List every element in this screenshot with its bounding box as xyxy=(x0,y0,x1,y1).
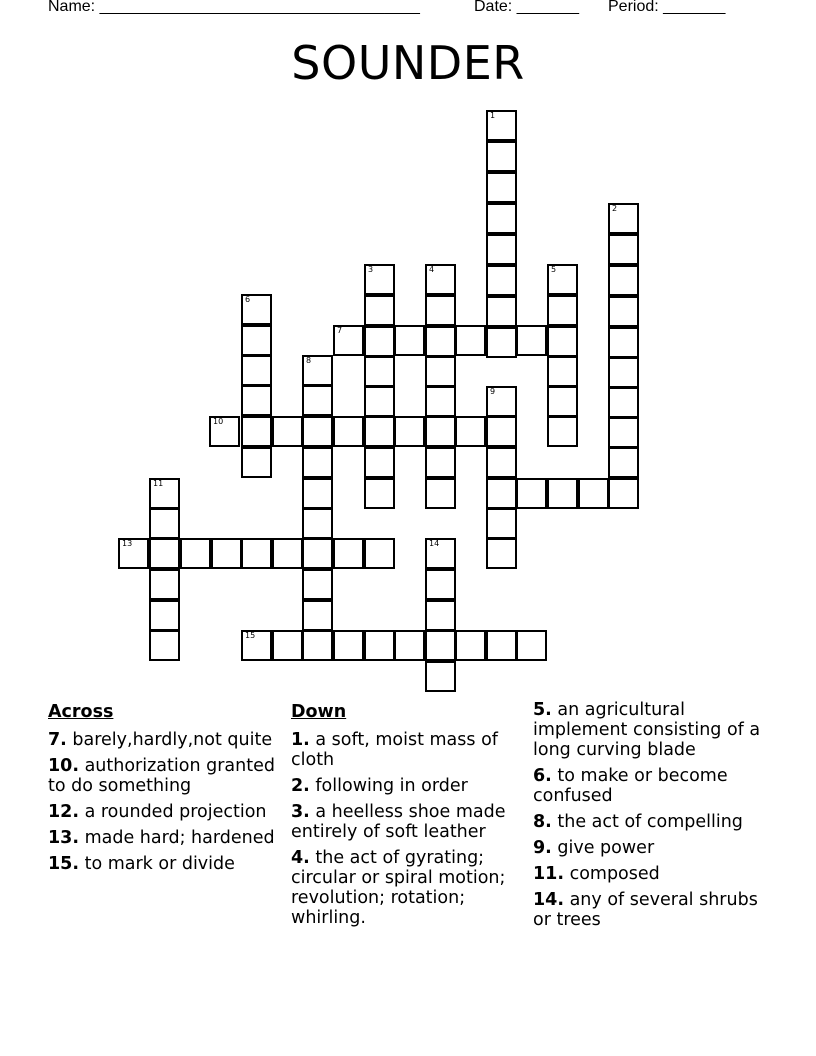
clue-number: 5 xyxy=(551,265,557,274)
grid-cell[interactable] xyxy=(425,416,456,447)
clue-text: to make or become confused xyxy=(533,766,728,806)
clue-number: 6. xyxy=(533,766,552,786)
grid-cell[interactable] xyxy=(272,416,303,447)
grid-cell[interactable] xyxy=(425,478,456,509)
grid-cell[interactable] xyxy=(211,538,242,569)
clue-item xyxy=(48,802,288,822)
grid-cell[interactable] xyxy=(486,508,517,539)
grid-cell[interactable] xyxy=(486,296,517,327)
clue-number: 13 xyxy=(122,539,133,548)
clue-number: 11 xyxy=(153,479,164,488)
grid-cell[interactable] xyxy=(364,386,395,417)
grid-cell[interactable] xyxy=(425,264,456,295)
grid-cell[interactable] xyxy=(547,326,578,357)
grid-cell[interactable] xyxy=(547,295,578,326)
grid-cell[interactable] xyxy=(608,478,639,509)
grid-cell[interactable] xyxy=(333,416,364,447)
clue-text: barely,hardly,not quite xyxy=(66,730,273,750)
grid-cell[interactable] xyxy=(302,355,333,386)
grid-cell[interactable] xyxy=(364,416,395,447)
clue-text: to mark or divide xyxy=(79,854,235,874)
grid-cell[interactable] xyxy=(364,326,395,357)
grid-cell[interactable] xyxy=(547,386,578,417)
clue-number: 11. xyxy=(533,864,565,884)
clue-number: 7. xyxy=(48,730,67,750)
grid-cell[interactable] xyxy=(241,355,272,386)
across-clue-list xyxy=(48,730,288,874)
clue-text: authorization granted to do something xyxy=(48,756,275,796)
clue-item xyxy=(533,812,773,832)
grid-cell[interactable] xyxy=(302,478,333,509)
grid-cell[interactable] xyxy=(516,325,547,356)
grid-cell[interactable] xyxy=(302,508,333,539)
grid-cell[interactable] xyxy=(364,264,395,295)
clue-text: made hard; hardened xyxy=(79,828,275,848)
clue-item xyxy=(533,838,773,858)
grid-cell[interactable] xyxy=(486,630,517,661)
grid-cell[interactable] xyxy=(364,447,395,478)
down-clues-continued xyxy=(533,700,773,936)
clue-text: a soft, moist mass of cloth xyxy=(291,730,498,770)
grid-cell[interactable] xyxy=(241,447,272,478)
clue-text: give power xyxy=(551,838,655,858)
clue-number: 12. xyxy=(48,802,80,822)
grid-cell[interactable] xyxy=(302,385,333,416)
grid-cell[interactable] xyxy=(241,538,272,569)
grid-cell[interactable] xyxy=(149,478,180,509)
clue-number: 5. xyxy=(533,700,552,720)
clue-item xyxy=(291,802,531,842)
clue-text: any of several shrubs or trees xyxy=(533,890,758,930)
grid-cell[interactable] xyxy=(455,325,486,356)
grid-cell[interactable] xyxy=(149,569,180,600)
grid-cell[interactable] xyxy=(425,600,456,631)
grid-cell[interactable] xyxy=(241,385,272,416)
clue-number: 2. xyxy=(291,776,310,796)
grid-cell[interactable] xyxy=(486,538,517,569)
grid-cell[interactable] xyxy=(333,325,364,356)
clue-number: 13. xyxy=(48,828,80,848)
clue-item xyxy=(533,890,773,930)
grid-cell[interactable] xyxy=(516,478,547,509)
clue-number: 15 xyxy=(245,631,256,640)
grid-cell[interactable] xyxy=(608,327,639,358)
grid-cell[interactable] xyxy=(333,630,364,661)
grid-cell[interactable] xyxy=(302,416,333,447)
grid-cell[interactable] xyxy=(425,326,456,357)
grid-cell[interactable] xyxy=(425,538,456,569)
grid-cell[interactable] xyxy=(608,387,639,418)
name-field-label: Name: ____________________________________ xyxy=(48,0,420,15)
grid-cell[interactable] xyxy=(486,265,517,296)
clue-text: a rounded projection xyxy=(79,802,267,822)
grid-cell[interactable] xyxy=(486,447,517,478)
grid-cell[interactable] xyxy=(486,203,517,234)
grid-cell[interactable] xyxy=(608,203,639,234)
clue-text: an agricultural implement consisting of a long curving blade xyxy=(533,700,761,760)
grid-cell[interactable] xyxy=(486,172,517,203)
grid-cell[interactable] xyxy=(149,538,180,569)
grid-cell[interactable] xyxy=(486,327,517,358)
clue-item xyxy=(291,776,531,796)
grid-cell[interactable] xyxy=(608,296,639,327)
clue-number: 8 xyxy=(306,356,312,365)
grid-cell[interactable] xyxy=(302,569,333,600)
clue-number: 15. xyxy=(48,854,80,874)
puzzle-title: SOUNDER xyxy=(291,36,525,90)
grid-cell[interactable] xyxy=(302,538,333,569)
grid-cell[interactable] xyxy=(241,630,272,661)
grid-cell[interactable] xyxy=(302,600,333,631)
grid-cell[interactable] xyxy=(302,630,333,661)
grid-cell[interactable] xyxy=(333,538,364,569)
across-clues xyxy=(48,700,288,880)
grid-cell[interactable] xyxy=(486,416,517,447)
clue-item xyxy=(291,848,531,928)
clue-number: 8. xyxy=(533,812,552,832)
clue-number: 3 xyxy=(368,265,374,274)
grid-cell[interactable] xyxy=(394,630,425,661)
clue-number: 3. xyxy=(291,802,310,822)
clue-number: 6 xyxy=(245,295,251,304)
clue-number: 4. xyxy=(291,848,310,868)
down-clue-list xyxy=(291,730,531,928)
grid-cell[interactable] xyxy=(486,478,517,509)
grid-cell[interactable] xyxy=(578,478,609,509)
clue-item xyxy=(533,766,773,806)
grid-cell[interactable] xyxy=(608,265,639,296)
grid-cell[interactable] xyxy=(486,386,517,417)
grid-cell[interactable] xyxy=(272,538,303,569)
grid-cell[interactable] xyxy=(209,416,240,447)
clue-item xyxy=(291,730,531,770)
down-clues xyxy=(291,700,531,934)
clue-number: 2 xyxy=(612,204,618,213)
date-field-label: Date: _______ xyxy=(474,0,579,15)
grid-cell[interactable] xyxy=(425,447,456,478)
clue-number: 9 xyxy=(490,387,496,396)
grid-cell[interactable] xyxy=(486,234,517,265)
grid-cell[interactable] xyxy=(364,538,395,569)
clue-text: composed xyxy=(564,864,660,884)
clue-number: 1 xyxy=(490,111,496,120)
grid-cell[interactable] xyxy=(394,325,425,356)
grid-cell[interactable] xyxy=(241,325,272,356)
grid-cell[interactable] xyxy=(608,357,639,388)
clue-text: a heelless shoe made entirely of soft leather xyxy=(291,802,506,842)
grid-cell[interactable] xyxy=(486,110,517,141)
grid-cell[interactable] xyxy=(272,630,303,661)
grid-cell[interactable] xyxy=(547,416,578,447)
grid-cell[interactable] xyxy=(425,386,456,417)
clue-item xyxy=(533,864,773,884)
clue-text: the act of gyrating; circular or spiral motion; revolution; rotation; whirling. xyxy=(291,848,506,928)
grid-cell[interactable] xyxy=(425,295,456,326)
clue-item xyxy=(48,756,288,796)
grid-cell[interactable] xyxy=(516,630,547,661)
clue-item xyxy=(48,828,288,848)
clue-text: following in order xyxy=(309,776,468,796)
down-heading: Down xyxy=(291,702,347,722)
across-heading: Across xyxy=(48,702,114,722)
grid-cell[interactable] xyxy=(425,661,456,692)
grid-cell[interactable] xyxy=(486,141,517,172)
grid-cell[interactable] xyxy=(608,447,639,478)
grid-cell[interactable] xyxy=(364,356,395,387)
clue-number: 10. xyxy=(48,756,80,776)
grid-cell[interactable] xyxy=(455,416,486,447)
grid-cell[interactable] xyxy=(425,630,456,661)
clue-number: 9. xyxy=(533,838,552,858)
grid-cell[interactable] xyxy=(547,264,578,295)
grid-cell[interactable] xyxy=(149,508,180,539)
clue-number: 4 xyxy=(429,265,435,274)
grid-cell[interactable] xyxy=(149,600,180,631)
grid-cell[interactable] xyxy=(149,630,180,661)
grid-cell[interactable] xyxy=(455,630,486,661)
grid-cell[interactable] xyxy=(394,416,425,447)
clue-text: the act of compelling xyxy=(551,812,743,832)
grid-cell[interactable] xyxy=(241,294,272,325)
grid-cell[interactable] xyxy=(364,295,395,326)
clue-number: 1. xyxy=(291,730,310,750)
clue-number: 7 xyxy=(337,326,343,335)
period-field-label: Period: _______ xyxy=(608,0,726,15)
down-clue-list-continued xyxy=(533,700,773,930)
grid-cell[interactable] xyxy=(547,478,578,509)
grid-cell[interactable] xyxy=(118,538,149,569)
grid-cell[interactable] xyxy=(180,538,211,569)
clue-number: 14 xyxy=(429,539,440,548)
grid-cell[interactable] xyxy=(302,447,333,478)
grid-cell[interactable] xyxy=(608,234,639,265)
grid-cell[interactable] xyxy=(425,569,456,600)
grid-cell[interactable] xyxy=(364,478,395,509)
clue-number: 14. xyxy=(533,890,565,910)
grid-cell[interactable] xyxy=(364,630,395,661)
clue-item xyxy=(533,700,773,760)
grid-cell[interactable] xyxy=(547,356,578,387)
grid-cell[interactable] xyxy=(425,356,456,387)
grid-cell[interactable] xyxy=(241,416,272,447)
clue-item xyxy=(48,854,288,874)
clue-number: 10 xyxy=(213,417,224,426)
grid-cell[interactable] xyxy=(608,417,639,448)
clue-item xyxy=(48,730,288,750)
